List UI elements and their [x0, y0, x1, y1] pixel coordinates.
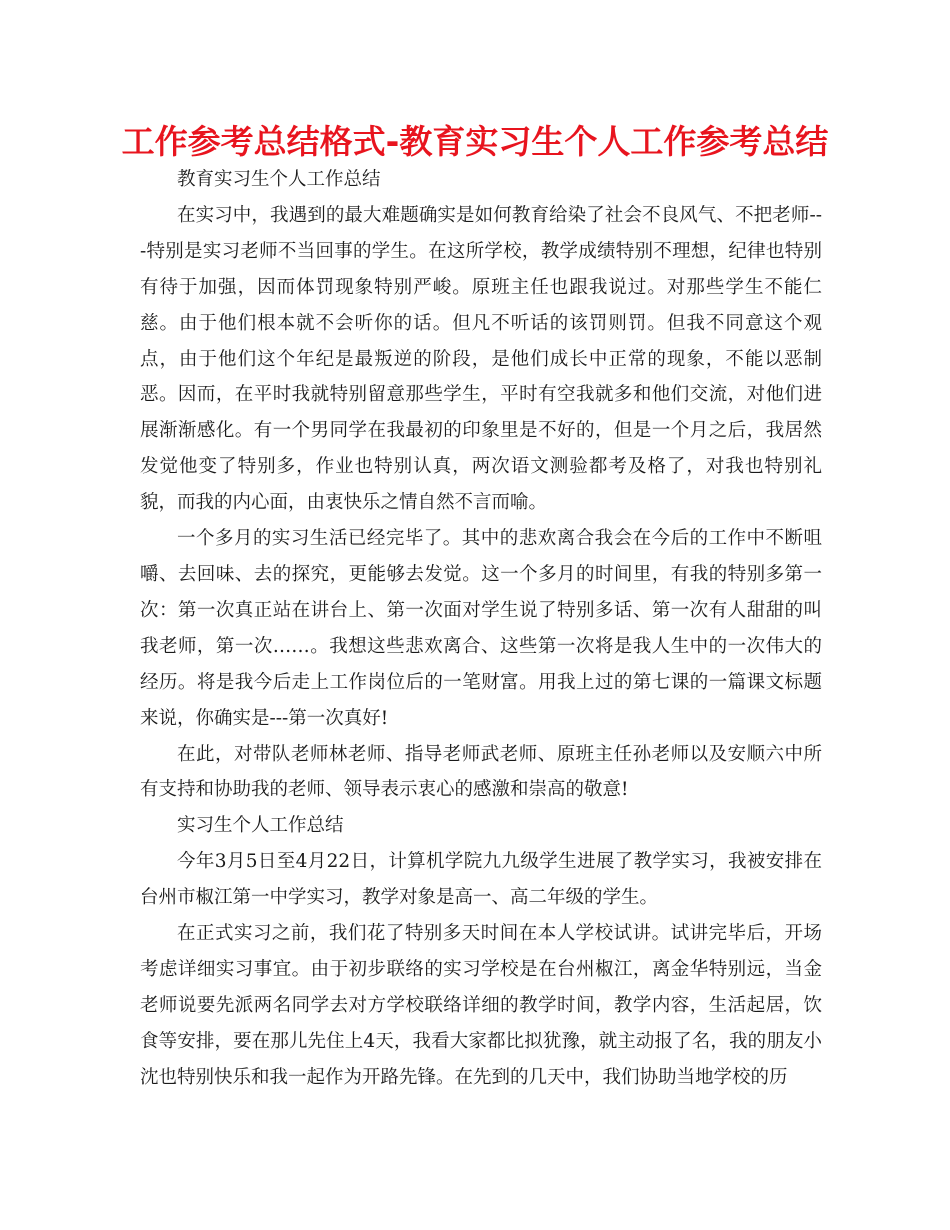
section-heading: 教育实习生个人工作总结 [177, 169, 381, 190]
section-heading: 实习生个人工作总结 [177, 815, 344, 837]
body-paragraph: 今年3月5日至4月22日，计算机学院九九级学生进展了教学实习，我被安排在台州市椒江第一中学实习，教学对象是高一、高二年级的学生。 [140, 851, 822, 909]
document-title: 工作参考总结格式-教育实习生个人工作参考总结 [121, 122, 829, 161]
body-paragraph: 在此，对带队老师林老师、指导老师武老师、原班主任孙老师以及安顺六中所有支持和协助我的老师、领导表示衷心的感激和崇高的敬意! [140, 743, 822, 801]
body-paragraph: 在实习中，我遇到的最大难题确实是如何教育给染了社会不良风气、不把老师---特别是实习老师不当回事的学生。在这所学校，教学成绩特别不理想，纪律也特别有待于加强，因而体罚现象特别严峻。原班主任也跟我说过。对那些学生不能仁慈。由于他们根本就不会听你的话。但凡不听话的该罚则罚。但我不同意这个观点，由于他们这个年纪是最叛逆的阶段，是他们成长中正常的现象，不能以恶制恶。因而，在平时我就特别留意那些学生，平时有空我就多和他们交流，对他们进展渐渐感化。有一个男同学在我最初的印象里是不好的，但是一个月之后，我居然发觉他变了特别多，作业也特别认真，两次语文测验都考及格了，对我也特别礼貌，而我的内心面，由衷快乐之情自然不言而喻。 [140, 204, 822, 514]
body-paragraph: 在正式实习之前，我们花了特别多天时间在本人学校试讲。试讲完毕后，开场考虑详细实习事宜。由于初步联络的实习学校是在台州椒江，离金华特别远，当金老师说要先派两名同学去对方学校联络详细的教学时间，教学内容，生活起居，饮食等安排，要在那儿先住上4天，我看大家都比拟犹豫，就主动报了名，我的朋友小沈也特别快乐和我一起作为开路先锋。在先到的几天中，我们协助当地学校的历 [140, 923, 822, 1088]
body-paragraph: 一个多月的实习生活已经完毕了。其中的悲欢离合我会在今后的工作中不断咀嚼、去回味、去的探究，更能够去发觉。这一个多月的时间里，有我的特别多第一次：第一次真正站在讲台上、第一次面对学生说了特别多话、第一次有人甜甜的叫我老师，第一次……。我想这些悲欢离合、这些第一次将是我人生中的一次伟大的经历。将是我今后走上工作岗位后的一笔财富。用我上过的第七课的一篇课文标题来说，你确实是---第一次真好! [140, 528, 822, 729]
document-body [140, 162, 822, 1096]
